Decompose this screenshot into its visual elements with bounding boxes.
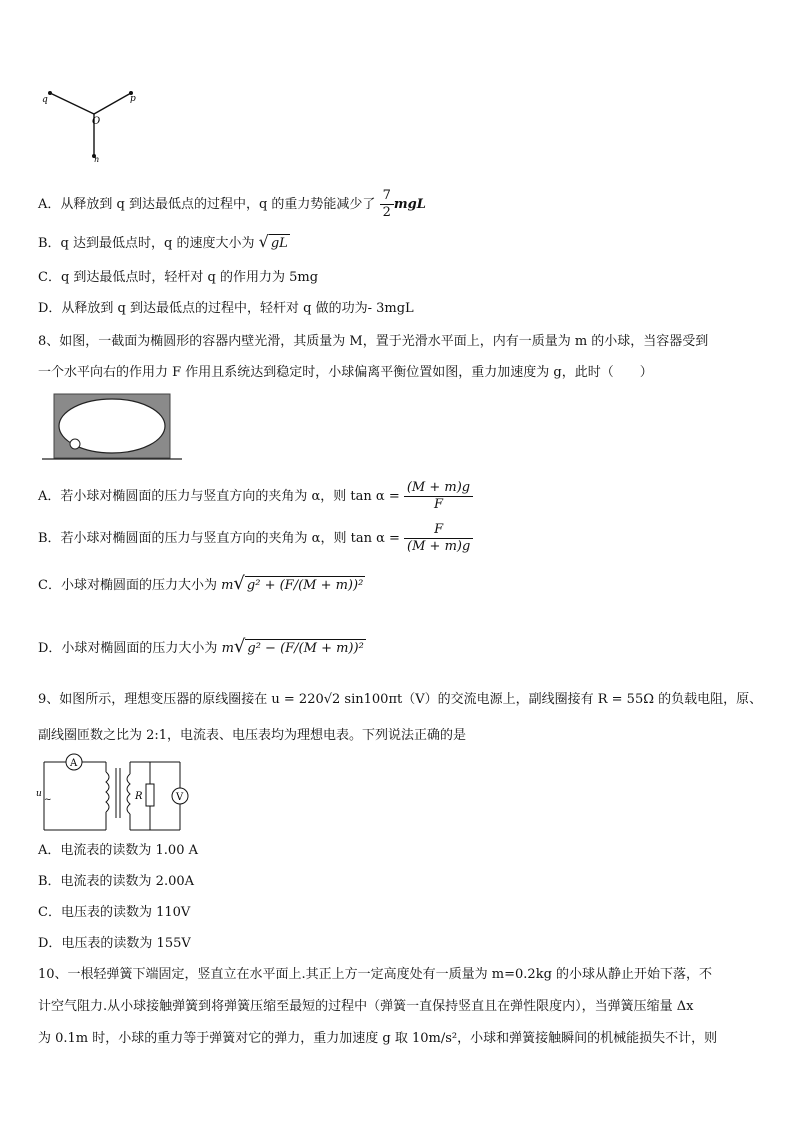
q8-a-text: A．若小球对椭圆面的压力与竖直方向的夹角为 α，则 tan α =	[38, 489, 400, 504]
ellipse-container-figure	[42, 392, 182, 464]
q8-d-text: D．小球对椭圆面的压力大小为	[38, 641, 218, 656]
denominator: (M + m)g	[407, 539, 471, 554]
q10-line1: 10、一根轻弹簧下端固定，竖直立在水平面上.其正上方一定高度处有一质量为 m=0.2kg 的小球从静止开始下落，不	[38, 967, 713, 982]
q9-stem-line2: 副线圈匝数之比为 2:1，电流表、电压表均为理想电表。下列说法正确的是	[38, 728, 467, 743]
transformer-circuit-figure	[34, 752, 194, 836]
q8-b-text: B．若小球对椭圆面的压力与竖直方向的夹角为 α，则 tan α =	[38, 531, 400, 546]
q8-stem-line2: 一个水平向右的作用力 F 作用且系统达到稳定时，小球偏离平衡位置如图，重力加速度为 g，此时（ ）	[38, 365, 653, 380]
q7-a-text: A．从释放到 q 到达最低点的过程中，q 的重力势能减少了	[38, 197, 376, 212]
q9-stem-line1: 9、如图所示，理想变压器的原线圈接在 u = 220√2 sin100πt（V）的交流电源上，副线圈接有 R = 55Ω 的负载电阻，原、	[38, 692, 763, 707]
fraction	[404, 480, 473, 513]
q7-a-term: mgL	[393, 197, 426, 212]
label-p: p	[130, 94, 136, 104]
q9-option-b: B．电流表的读数为 2.00A	[38, 874, 195, 889]
sqrt-content: g² − (F/(M + m))²	[247, 641, 364, 656]
mass-symbol: m	[221, 578, 234, 593]
q8-option-d: D．小球对椭圆面的压力大小为 m√ g² − (F/(M + m))²	[38, 636, 364, 657]
ammeter-label: A	[70, 758, 78, 769]
fraction	[404, 522, 473, 555]
numerator: (M + m)g	[404, 480, 473, 497]
q7-option-b: B．q 达到最低点时，q 的速度大小为 √ gL	[38, 232, 288, 251]
q10-line3: 为 0.1m 时，小球的重力等于弹簧对它的弹力，重力加速度 g 取 10m/s²，小球和弹簧接触瞬间的机械能损失不计，则	[38, 1031, 718, 1046]
q8-c-text: C．小球对椭圆面的压力大小为	[38, 578, 217, 593]
q7-option-d: D．从释放到 q 到达最低点的过程中，轻杆对 q 做的功为- 3mgL	[38, 301, 414, 316]
numerator: 7	[380, 188, 394, 205]
q9-option-d: D．电压表的读数为 155V	[38, 936, 191, 951]
q8-option-b	[38, 522, 473, 555]
q8-option-a	[38, 480, 473, 513]
q9-option-a: A．电流表的读数为 1.00 A	[38, 843, 198, 858]
denominator: F	[433, 497, 443, 512]
q8-stem-line1: 8、如图，一截面为椭圆形的容器内壁光滑，其质量为 M，置于光滑水平面上，内有一质量为 m 的小球，当容器受到	[38, 334, 709, 349]
q8-option-c: C．小球对椭圆面的压力大小为 m√ g² + (F/(M + m))²	[38, 573, 364, 594]
fraction	[380, 188, 394, 221]
resistor-label: R	[135, 791, 143, 802]
sqrt-content: gL	[270, 236, 288, 251]
q7-b-text: B．q 达到最低点时，q 的速度大小为	[38, 236, 255, 251]
numerator: F	[404, 522, 473, 539]
label-n: n	[94, 155, 100, 164]
source-label: u	[36, 789, 42, 799]
q7-option-c: C．q 到达最低点时，轻杆对 q 的作用力为 5mg	[38, 270, 319, 285]
q10-line2: 计空气阻力.从小球接触弹簧到将弹簧压缩至最短的过程中（弹簧一直保持竖直且在弹性限度内），当弹簧压缩量 Δx	[38, 999, 694, 1014]
voltmeter-label: V	[176, 792, 184, 803]
q7-option-a	[38, 188, 426, 221]
sqrt-content: g² + (F/(M + m))²	[246, 578, 364, 593]
rod-junction-figure	[36, 86, 146, 166]
label-q: q	[42, 95, 48, 105]
source-tilde: ~	[44, 795, 52, 805]
denominator: 2	[382, 205, 391, 220]
label-o: O	[92, 116, 101, 127]
mass-symbol: m	[221, 641, 234, 656]
q9-option-c: C．电压表的读数为 110V	[38, 905, 191, 920]
